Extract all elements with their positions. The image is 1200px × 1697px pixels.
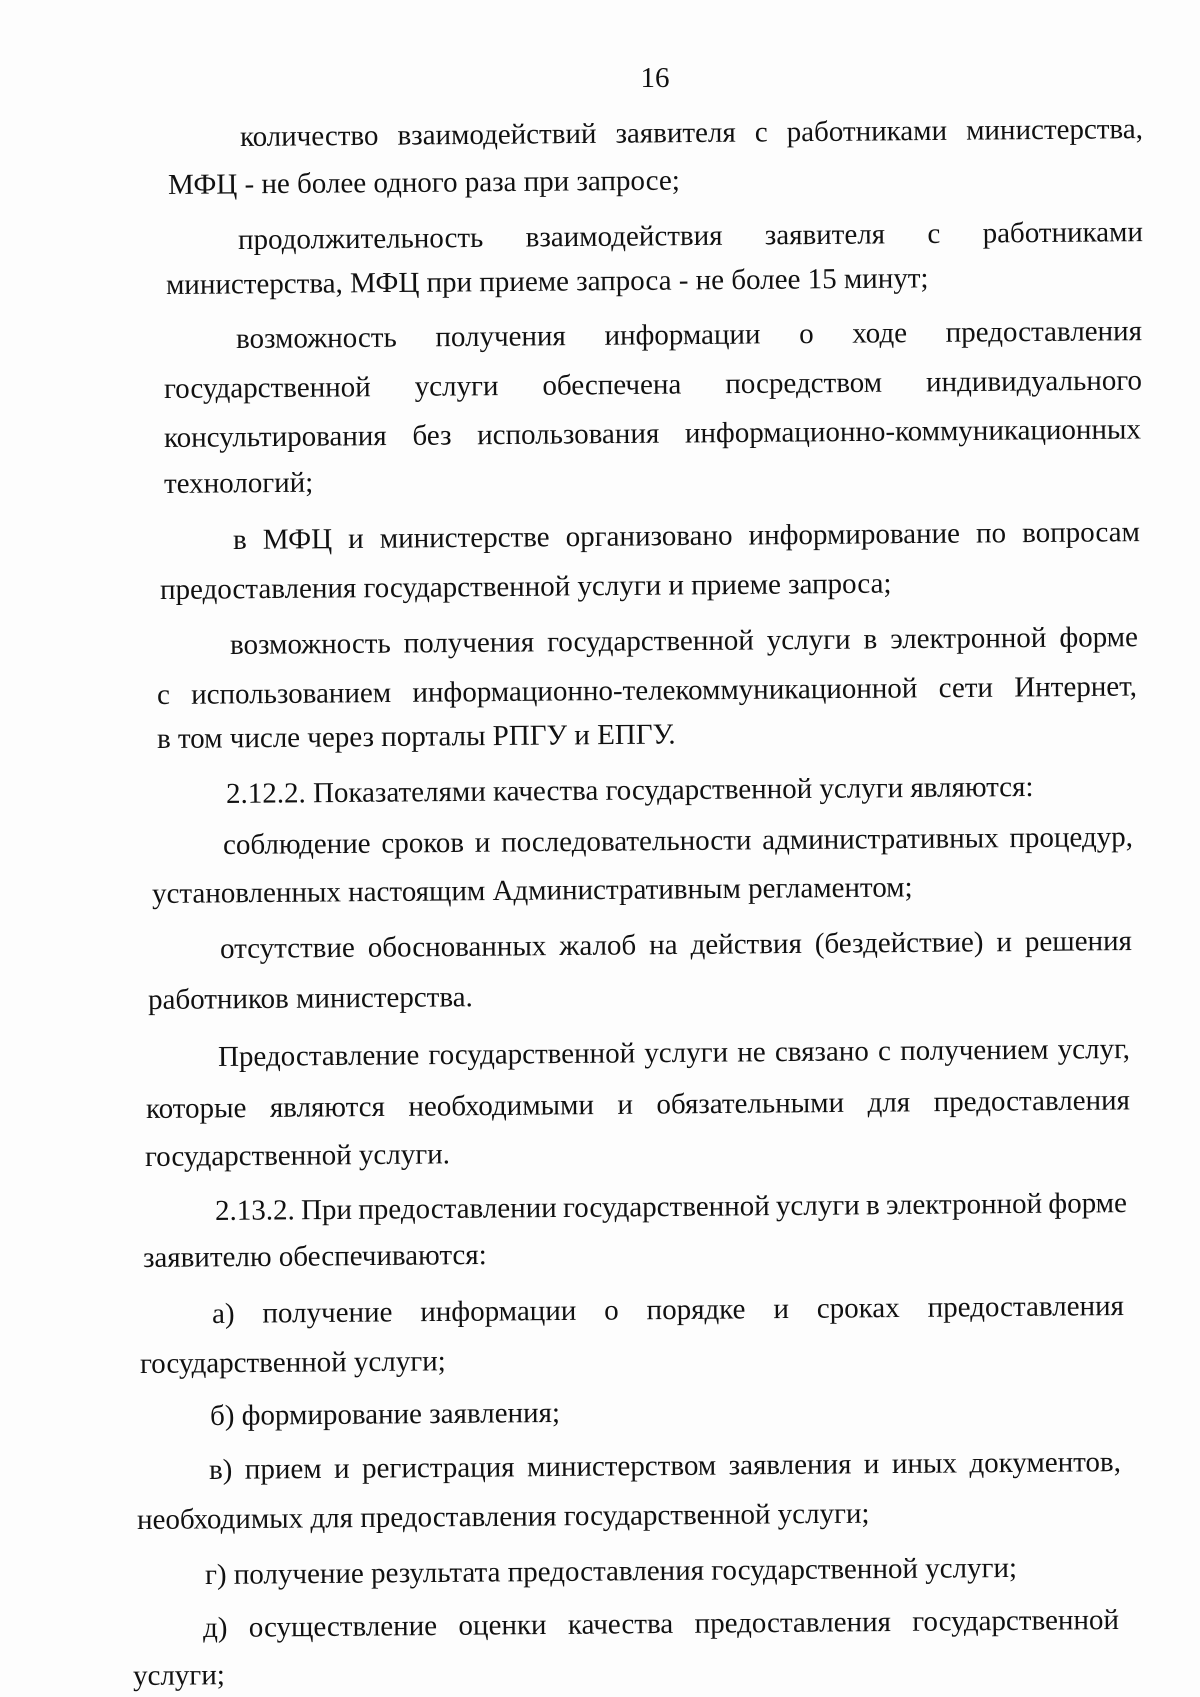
text-line: 2.12.2. Показателями качества государственной услуги являются: bbox=[225, 770, 1034, 810]
text-line: а) получение информации о порядке и сроках предоставления bbox=[211, 1290, 1125, 1330]
text-line: с использованием информационно-телекоммуникационной сети Интернет, bbox=[156, 670, 1138, 711]
text-line: государственной услуги. bbox=[144, 1138, 451, 1173]
text-line: отсутствие обоснованных жалоб на действия (бездействие) и решения bbox=[219, 925, 1133, 965]
text-line: возможность получения информации о ходе предоставления bbox=[235, 315, 1143, 355]
text-line: необходимых для предоставления государственной услуги; bbox=[136, 1497, 870, 1536]
text-line: в) прием и регистрация министерством заявления и иных документов, bbox=[208, 1446, 1122, 1486]
text-line: г) получение результата предоставления государственной услуги; bbox=[204, 1551, 1018, 1591]
text-line: б) формирование заявления; bbox=[209, 1396, 561, 1432]
text-line: которые являются необходимыми и обязательными для предоставления bbox=[145, 1084, 1131, 1125]
text-line: государственной услуги обеспечена посредством индивидуального bbox=[163, 364, 1143, 405]
text-line: предоставления государственной услуги и приеме запроса; bbox=[159, 567, 892, 606]
text-line: соблюдение сроков и последовательности административных процедур, bbox=[222, 821, 1134, 861]
text-line: консультирования без использования информационно-коммуникационных bbox=[163, 413, 1142, 454]
text-line: министерства, МФЦ при приеме запроса - не более 15 минут; bbox=[165, 262, 929, 301]
text-line: возможность получения государственной услуги в электронной форме bbox=[229, 621, 1139, 661]
text-line: в том числе через порталы РПГУ и ЕПГУ. bbox=[156, 718, 676, 755]
text-line: 2.13.2. При предоставлении государственной услуги в электронной форме bbox=[214, 1187, 1128, 1227]
text-line: технологий; bbox=[163, 466, 314, 500]
text-line: в МФЦ и министерстве организовано информирование по вопросам bbox=[232, 516, 1141, 556]
text-line: продолжительность взаимодействия заявителя с работниками bbox=[237, 216, 1144, 256]
text-line: количество взаимодействий заявителя с работниками министерства, bbox=[239, 113, 1144, 153]
text-line: услуги; bbox=[132, 1659, 225, 1692]
text-line: государственной услуги; bbox=[139, 1345, 446, 1380]
text-line: Предоставление государственной услуги не связано с получением услуг, bbox=[217, 1033, 1131, 1073]
text-line: заявителю обеспечиваются: bbox=[142, 1239, 487, 1274]
page-number: 16 bbox=[640, 62, 670, 94]
text-line: МФЦ - не более одного раза при запросе; bbox=[167, 164, 680, 201]
text-line: д) осуществление оценки качества предоставления государственной bbox=[202, 1604, 1120, 1644]
text-line: работников министерства. bbox=[147, 981, 473, 1016]
text-line: установленных настоящим Административным регламентом; bbox=[151, 871, 913, 910]
